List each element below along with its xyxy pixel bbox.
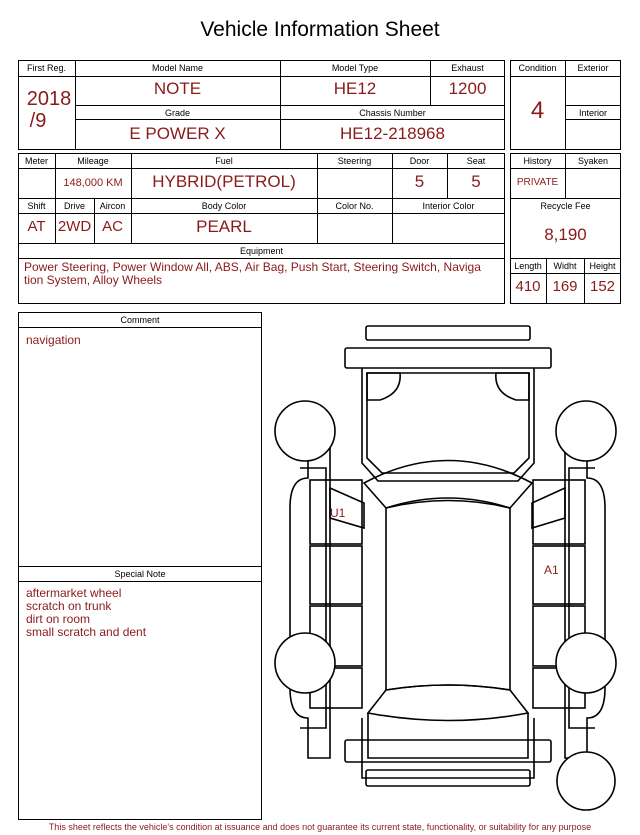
recycle-fee-value: 8,190 — [544, 225, 587, 244]
drive-label: Drive — [63, 201, 85, 211]
model-type-label: Model Type — [331, 63, 379, 73]
equipment-line-2: tion System, Alloy Wheels — [24, 273, 163, 287]
width-value: 169 — [552, 278, 578, 295]
chassis-number-value: HE12-218968 — [340, 124, 445, 143]
history-label: History — [523, 156, 552, 166]
page-title: Vehicle Information Sheet — [200, 18, 440, 41]
steering-label: Steering — [337, 156, 372, 166]
shift-label: Shift — [27, 201, 46, 211]
comment-line: navigation — [26, 333, 81, 347]
comment-label: Comment — [120, 315, 160, 325]
special-note-line-4: small scratch and dent — [26, 625, 147, 639]
mileage-value: 148,000 KM — [63, 177, 123, 189]
aircon-value: AC — [102, 218, 123, 235]
height-label: Height — [589, 261, 616, 271]
color-no-label: Color No. — [335, 201, 374, 211]
width-label: Widht — [553, 261, 577, 271]
height-value: 152 — [589, 278, 616, 295]
length-label: Length — [514, 261, 542, 271]
grade-value: E POWER X — [129, 124, 226, 143]
grade-label: Grade — [164, 108, 190, 118]
drive-value: 2WD — [57, 218, 92, 235]
special-note-label: Special Note — [114, 569, 166, 579]
car-damage-diagram — [270, 318, 625, 818]
model-name-value: NOTE — [153, 79, 202, 98]
history-value: PRIVATE — [516, 177, 559, 188]
interior-color-label: Interior Color — [422, 201, 475, 211]
footer-disclaimer: This sheet reflects the vehicle's condition at issuance and does not guarantee its current state, functionality, or suitability for any purpose — [48, 822, 592, 832]
shift-value: AT — [27, 218, 46, 235]
aircon-label: Aircon — [99, 201, 126, 211]
equipment-label: Equipment — [239, 246, 284, 256]
model-name-label: Model Name — [151, 63, 204, 73]
equipment-line-1: Power Steering, Power Window All, ABS, Air Bag, Push Start, Steering Switch, Naviga — [24, 260, 481, 274]
door-label: Door — [409, 156, 430, 166]
mileage-label: Mileage — [77, 156, 109, 166]
condition-label: Condition — [518, 63, 557, 73]
special-note-line-3: dirt on room — [26, 612, 91, 626]
model-type-value: HE12 — [333, 79, 377, 98]
exhaust-value: 1200 — [448, 79, 487, 98]
seat-value: 5 — [471, 172, 481, 191]
exterior-label: Exterior — [577, 63, 609, 73]
chassis-number-label: Chassis Number — [359, 108, 426, 118]
syaken-label: Syaken — [577, 156, 609, 166]
fuel-value: HYBRID(PETROL) — [152, 172, 296, 191]
first-reg-label: First Reg. — [26, 63, 66, 73]
door-value: 5 — [414, 172, 425, 191]
damage-mark-u1: U1 — [330, 506, 346, 520]
body-color-label: Body Color — [201, 201, 247, 211]
length-value: 410 — [515, 278, 541, 295]
first-reg-month: /9 — [29, 110, 47, 132]
damage-mark-a1: A1 — [544, 563, 559, 577]
exhaust-label: Exhaust — [451, 63, 484, 73]
meter-label: Meter — [24, 156, 48, 166]
special-note-line-2: scratch on trunk — [26, 599, 112, 613]
fuel-label: Fuel — [215, 156, 233, 166]
seat-label: Seat — [466, 156, 486, 166]
recycle-fee-label: Recycle Fee — [540, 201, 591, 211]
interior-label: Interior — [578, 108, 607, 118]
special-note-line-1: aftermarket wheel — [26, 586, 122, 600]
condition-value: 4 — [530, 97, 545, 124]
body-color-value: PEARL — [196, 217, 252, 236]
first-reg-year: 2018 — [26, 88, 72, 110]
